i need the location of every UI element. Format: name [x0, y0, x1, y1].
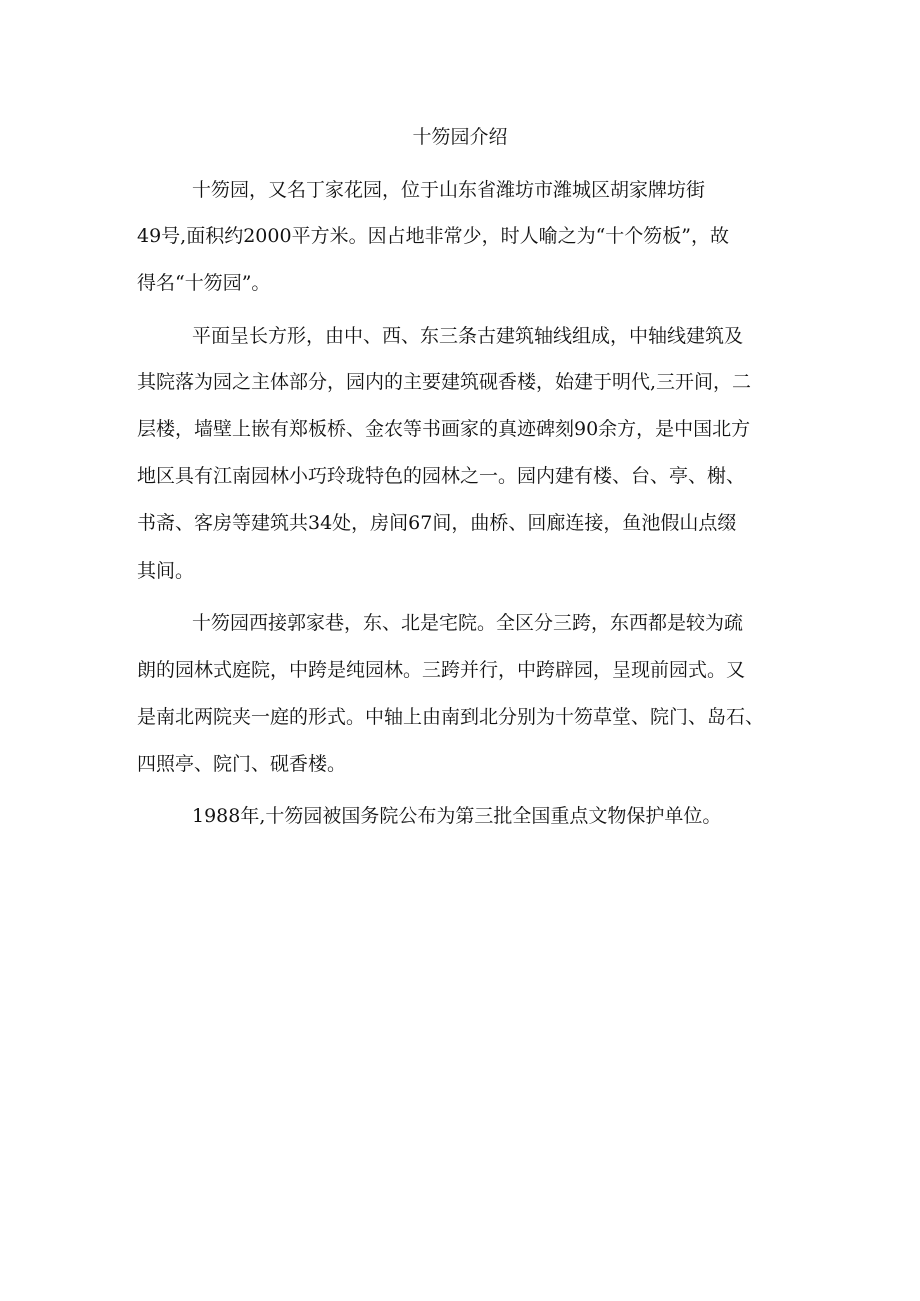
text-line: 得名“十笏园”。: [137, 272, 271, 294]
document-title: 十笏园介绍: [412, 126, 508, 148]
text-line: 十笏园，又名丁家花园，位于山东省潍坊市潍城区胡家牌坊街: [192, 179, 706, 201]
text-line: 层楼，墙壁上嵌有郑板桥、金农等书画家的真迹碑刻90余方，是中国北方: [137, 418, 751, 440]
text-line: 地区具有江南园林小巧玲珑特色的园林之一。园内建有楼、台、亭、榭、: [137, 465, 746, 487]
text-line: 1988年,十笏园被国务院公布为第三批全国重点文物保护单位。: [192, 805, 722, 827]
text-line: 其间。: [137, 560, 195, 582]
text-line: 是南北两院夹一庭的形式。中轴上由南到北分别为十笏草堂、院门、岛石、: [137, 706, 765, 728]
text-line: 十笏园西接郭家巷，东、北是宅院。全区分三跨，东西都是较为疏: [192, 612, 744, 634]
text-line: 49号,面积约2000平方米。因占地非常少，时人喻之为“十个笏板”，故: [137, 225, 729, 247]
text-line: 平面呈长方形，由中、西、东三条古建筑轴线组成，中轴线建筑及: [192, 325, 744, 347]
text-line: 书斋、客房等建筑共34处，房间67间，曲桥、回廊连接，鱼池假山点缀: [137, 512, 737, 534]
text-line: 四照亭、院门、砚香楼。: [137, 753, 347, 775]
text-line: 朗的园林式庭院，中跨是纯园林。三跨并行，中跨辟园，呈现前园式。又: [137, 659, 746, 681]
text-line: 其院落为园之主体部分，园内的主要建筑砚香楼，始建于明代,三开间，二: [137, 371, 752, 393]
